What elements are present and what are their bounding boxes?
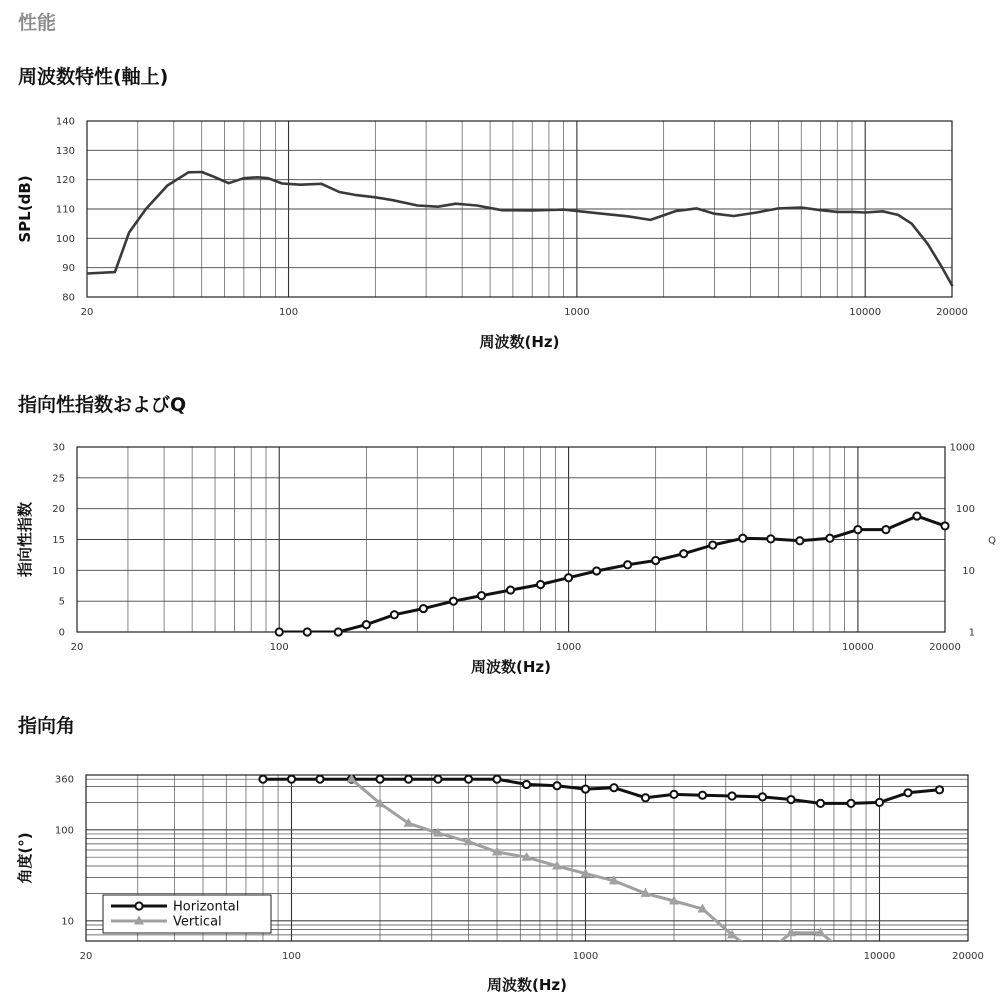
coverage-angle-series-horizontal-point	[376, 776, 383, 783]
coverage-angle-title: 指向角	[18, 715, 76, 737]
frequency-response-y-axis-label: SPL(dB)	[16, 175, 34, 243]
frequency-response-x-axis-label: 周波数(Hz)	[479, 333, 560, 351]
directivity-index-series-response-point	[796, 537, 803, 544]
directivity-index-y2-tick-label: 10	[962, 565, 975, 577]
coverage-angle-series-horizontal-point	[493, 776, 500, 783]
directivity-index-y-tick-label: 15	[52, 535, 65, 546]
directivity-index-series-response-point	[826, 535, 833, 542]
directivity-index-y2-tick-label: 1000	[949, 442, 975, 454]
directivity-index-series-response-point	[335, 628, 342, 635]
coverage-angle-x-tick-label: 20	[79, 951, 93, 962]
directivity-index-y-axis-label: 指向性指数	[16, 501, 34, 578]
directivity-index-x-tick-label: 100	[269, 642, 289, 653]
coverage-angle-series-horizontal-point	[817, 800, 824, 807]
frequency-response-series-response-line	[87, 172, 952, 285]
coverage-angle-series-horizontal-point	[728, 792, 735, 799]
directivity-index-y2-tick-label: 1	[968, 627, 975, 639]
frequency-response-x-tick-label: 20000	[936, 307, 968, 318]
coverage-angle-series-horizontal-point	[759, 793, 766, 800]
directivity-index-series-response-point	[680, 550, 687, 557]
coverage-angle-series-horizontal-point	[553, 782, 560, 789]
directivity-index-y-tick-label: 25	[52, 473, 65, 485]
directivity-index-x-tick-label: 1000	[555, 642, 582, 653]
frequency-response-y-tick-label: 120	[55, 175, 75, 187]
coverage-angle-x-tick-label: 1000	[572, 951, 599, 962]
directivity-index-series-response-point	[854, 526, 861, 533]
directivity-index-y-tick-label: 0	[58, 627, 65, 639]
frequency-response-x-tick-label: 10000	[849, 307, 882, 318]
coverage-angle-y-axis-label: 角度(°)	[16, 832, 34, 884]
coverage-angle-series-horizontal-point	[582, 785, 589, 792]
directivity-index-series-response-point	[304, 628, 311, 635]
coverage-angle-x-tick-label: 20000	[952, 951, 984, 962]
directivity-index-series-response-point	[941, 522, 948, 529]
coverage-angle-legend-horizontal-marker	[135, 902, 142, 909]
directivity-index-series-response-point	[420, 605, 427, 612]
frequency-response-x-tick-label: 100	[278, 307, 299, 318]
frequency-response-chart	[87, 121, 952, 297]
coverage-angle-series-horizontal-point	[642, 794, 649, 801]
directivity-index-y-tick-label: 10	[52, 565, 65, 577]
frequency-response-y-tick-label: 80	[62, 292, 75, 304]
coverage-angle-series-horizontal-point	[259, 776, 266, 783]
directivity-index-series-response-point	[739, 535, 746, 542]
coverage-angle-series-horizontal-point	[699, 792, 706, 799]
directivity-index-series-response-point	[391, 611, 398, 618]
frequency-response-x-tick-label: 20	[80, 307, 94, 318]
directivity-index-series-response-point	[624, 561, 631, 568]
frequency-response-x-tick-label: 1000	[564, 307, 590, 318]
directivity-index-y2-axis-label: Q	[988, 535, 996, 547]
coverage-angle-x-axis-label: 周波数(Hz)	[487, 976, 567, 994]
directivity-index-title: 指向性指数およびQ	[18, 394, 187, 416]
coverage-angle-series-horizontal-point	[847, 800, 854, 807]
coverage-angle-series-horizontal-point	[523, 781, 530, 788]
directivity-index-series-response-point	[593, 567, 600, 574]
coverage-angle-y-tick-label: 360	[54, 774, 74, 786]
coverage-angle-series-horizontal-point	[465, 776, 472, 783]
directivity-index-y-tick-label: 20	[52, 504, 65, 516]
coverage-angle-series-horizontal-point	[904, 789, 911, 796]
directivity-index-series-response-line	[279, 516, 945, 632]
directivity-index-y-tick-label: 5	[58, 596, 65, 608]
directivity-index-chart	[77, 447, 949, 636]
directivity-index-series-response-point	[565, 574, 572, 581]
directivity-index-series-response-point	[507, 586, 514, 593]
directivity-index-series-response-point	[450, 598, 457, 605]
coverage-angle-series-horizontal-point	[670, 791, 677, 798]
coverage-angle-series-horizontal-point	[936, 786, 943, 793]
coverage-angle-x-tick-label: 10000	[863, 951, 896, 962]
frequency-response-y-tick-label: 130	[55, 145, 75, 157]
directivity-index-series-response-point	[276, 628, 283, 635]
coverage-angle-series-horizontal-point	[876, 799, 883, 806]
directivity-index-series-response-point	[363, 621, 370, 628]
coverage-angle-series-horizontal-point	[288, 776, 295, 783]
coverage-angle-legend-horizontal-label: Horizontal	[173, 899, 240, 915]
directivity-index-series-response-point	[767, 535, 774, 542]
coverage-angle-y-tick-label: 10	[61, 916, 74, 928]
directivity-index-x-axis-label: 周波数(Hz)	[471, 658, 551, 676]
directivity-index-y2-tick-label: 100	[955, 504, 975, 516]
directivity-index-y-tick-label: 30	[52, 442, 65, 454]
coverage-angle-series-horizontal-point	[434, 776, 441, 783]
directivity-index-series-response-point	[709, 541, 716, 548]
coverage-angle-series-horizontal-point	[610, 784, 617, 791]
frequency-response-y-tick-label: 100	[55, 233, 75, 245]
coverage-angle-series-horizontal-point	[316, 776, 323, 783]
coverage-angle-legend-vertical-label: Vertical	[173, 914, 222, 930]
directivity-index-series-response-point	[882, 526, 889, 533]
directivity-index-series-response-point	[478, 592, 485, 599]
directivity-index-series-response-point	[913, 512, 920, 519]
frequency-response-y-tick-label: 110	[55, 204, 75, 216]
coverage-angle-series-horizontal-point	[405, 776, 412, 783]
section-heading: 性能	[18, 12, 57, 34]
directivity-index-series-response-point	[537, 581, 544, 588]
directivity-index-x-tick-label: 20	[70, 642, 84, 653]
directivity-index-x-tick-label: 10000	[841, 642, 874, 653]
coverage-angle-series-vertical-line	[352, 779, 852, 957]
coverage-angle-x-tick-label: 100	[281, 951, 302, 962]
coverage-angle-y-tick-label: 100	[54, 825, 74, 837]
directivity-index-series-response-point	[652, 557, 659, 564]
frequency-response-y-tick-label: 140	[55, 116, 75, 128]
frequency-response-title: 周波数特性(軸上)	[18, 66, 169, 88]
coverage-angle-series-horizontal-point	[787, 796, 794, 803]
directivity-index-x-tick-label: 20000	[929, 642, 961, 653]
frequency-response-y-tick-label: 90	[62, 263, 75, 275]
